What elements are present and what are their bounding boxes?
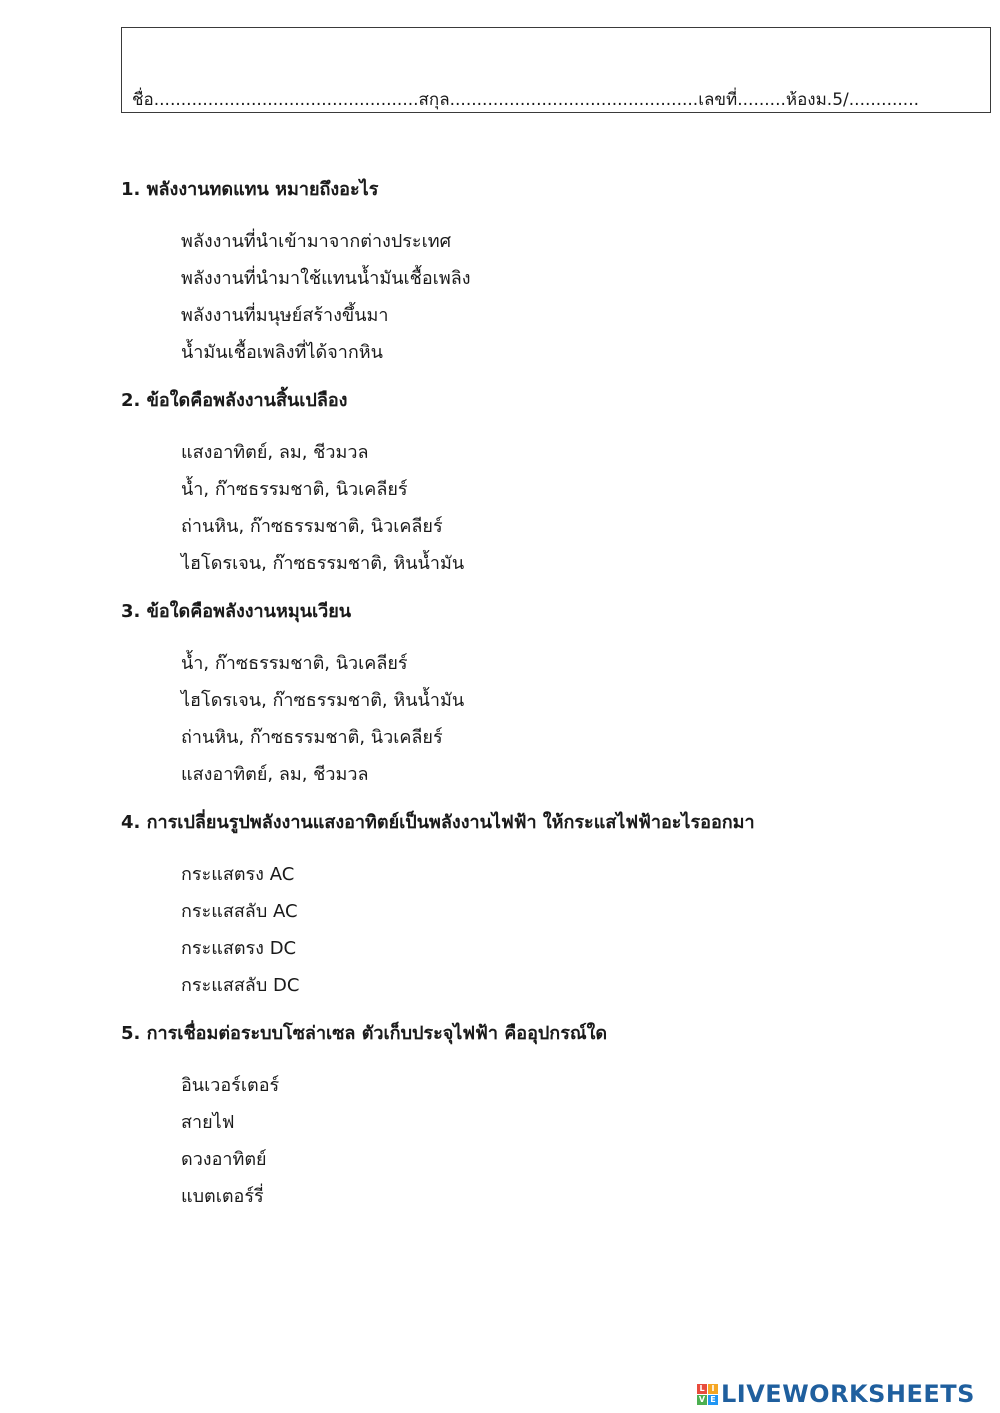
question-title: 3. ข้อใดคือพลังงานหมุนเวียน xyxy=(121,601,352,622)
option-list xyxy=(121,223,981,371)
question-title: 1. พลังงานทดแทน หมายถึงอะไร xyxy=(121,179,379,200)
answer-option[interactable]: กระแสตรง DC xyxy=(181,938,297,959)
option-list xyxy=(121,856,981,1004)
answer-option[interactable]: พลังงานที่มนุษย์สร้างขึ้นมา xyxy=(181,305,389,326)
question-1 xyxy=(121,175,981,371)
option-list xyxy=(121,434,981,582)
answer-option[interactable]: น้ำ, ก๊าซธรรมชาติ, นิวเคลียร์ xyxy=(181,653,408,674)
logo-letter-v: V xyxy=(698,1394,706,1404)
answer-option[interactable]: ดวงอาทิตย์ xyxy=(181,1149,267,1170)
logo-letter-l: L xyxy=(697,1384,707,1394)
answer-option[interactable]: อินเวอร์เตอร์ xyxy=(181,1075,280,1096)
question-4 xyxy=(121,808,981,1004)
answer-option[interactable]: แบตเตอร์รี่ xyxy=(181,1186,264,1207)
logo-mark-icon xyxy=(697,1384,718,1405)
answer-option[interactable]: แสงอาทิตย์, ลม, ชีวมวล xyxy=(181,764,369,785)
logo-letter-e: E xyxy=(708,1395,718,1405)
answer-option[interactable]: ถ่านหิน, ก๊าซธรรมชาติ, นิวเคลียร์ xyxy=(181,727,443,748)
answer-option[interactable]: กระแสตรง AC xyxy=(181,864,295,885)
student-info-line[interactable]: ชื่อ.................................................สกุล..............................................เลขที่.........ห้องม.5/............. xyxy=(132,90,920,110)
question-title: 5. การเชื่อมต่อระบบโซล่าเซล ตัวเก็บประจุไฟฟ้า คืออุปกรณ์ใด xyxy=(121,1023,608,1044)
logo-letter-i: I xyxy=(708,1384,718,1394)
answer-option[interactable]: พลังงานที่นำมาใช้แทนน้ำมันเชื้อเพลิง xyxy=(181,268,471,289)
answer-option[interactable]: สายไฟ xyxy=(181,1112,235,1133)
student-info-box xyxy=(121,27,991,113)
question-title: 4. การเปลี่ยนรูปพลังงานแสงอาทิตย์เป็นพลังงานไฟฟ้า ให้กระแสไฟฟ้าอะไรออกมา xyxy=(121,812,755,833)
question-3 xyxy=(121,597,981,793)
option-list xyxy=(121,1067,981,1215)
answer-option[interactable]: น้ำมันเชื้อเพลิงที่ได้จากหิน xyxy=(181,342,383,363)
option-list xyxy=(121,645,981,793)
answer-option[interactable]: กระแสสลับ DC xyxy=(181,975,300,996)
answer-option[interactable]: ไฮโดรเจน, ก๊าซธรรมชาติ, หินน้ำมัน xyxy=(181,690,465,711)
answer-option[interactable]: น้ำ, ก๊าซธรรมชาติ, นิวเคลียร์ xyxy=(181,479,408,500)
answer-option[interactable]: กระแสสลับ AC xyxy=(181,901,298,922)
logo-text: LIVEWORKSHEETS xyxy=(721,1380,975,1408)
answer-option[interactable]: ไฮโดรเจน, ก๊าซธรรมชาติ, หินน้ำมัน xyxy=(181,553,465,574)
question-title: 2. ข้อใดคือพลังงานสิ้นเปลือง xyxy=(121,390,348,411)
question-2 xyxy=(121,386,981,582)
answer-option[interactable]: พลังงานที่นำเข้ามาจากต่างประเทศ xyxy=(181,231,452,252)
liveworksheets-logo[interactable] xyxy=(697,1379,975,1409)
question-5 xyxy=(121,1019,981,1215)
answer-option[interactable]: ถ่านหิน, ก๊าซธรรมชาติ, นิวเคลียร์ xyxy=(181,516,443,537)
answer-option[interactable]: แสงอาทิตย์, ลม, ชีวมวล xyxy=(181,442,369,463)
